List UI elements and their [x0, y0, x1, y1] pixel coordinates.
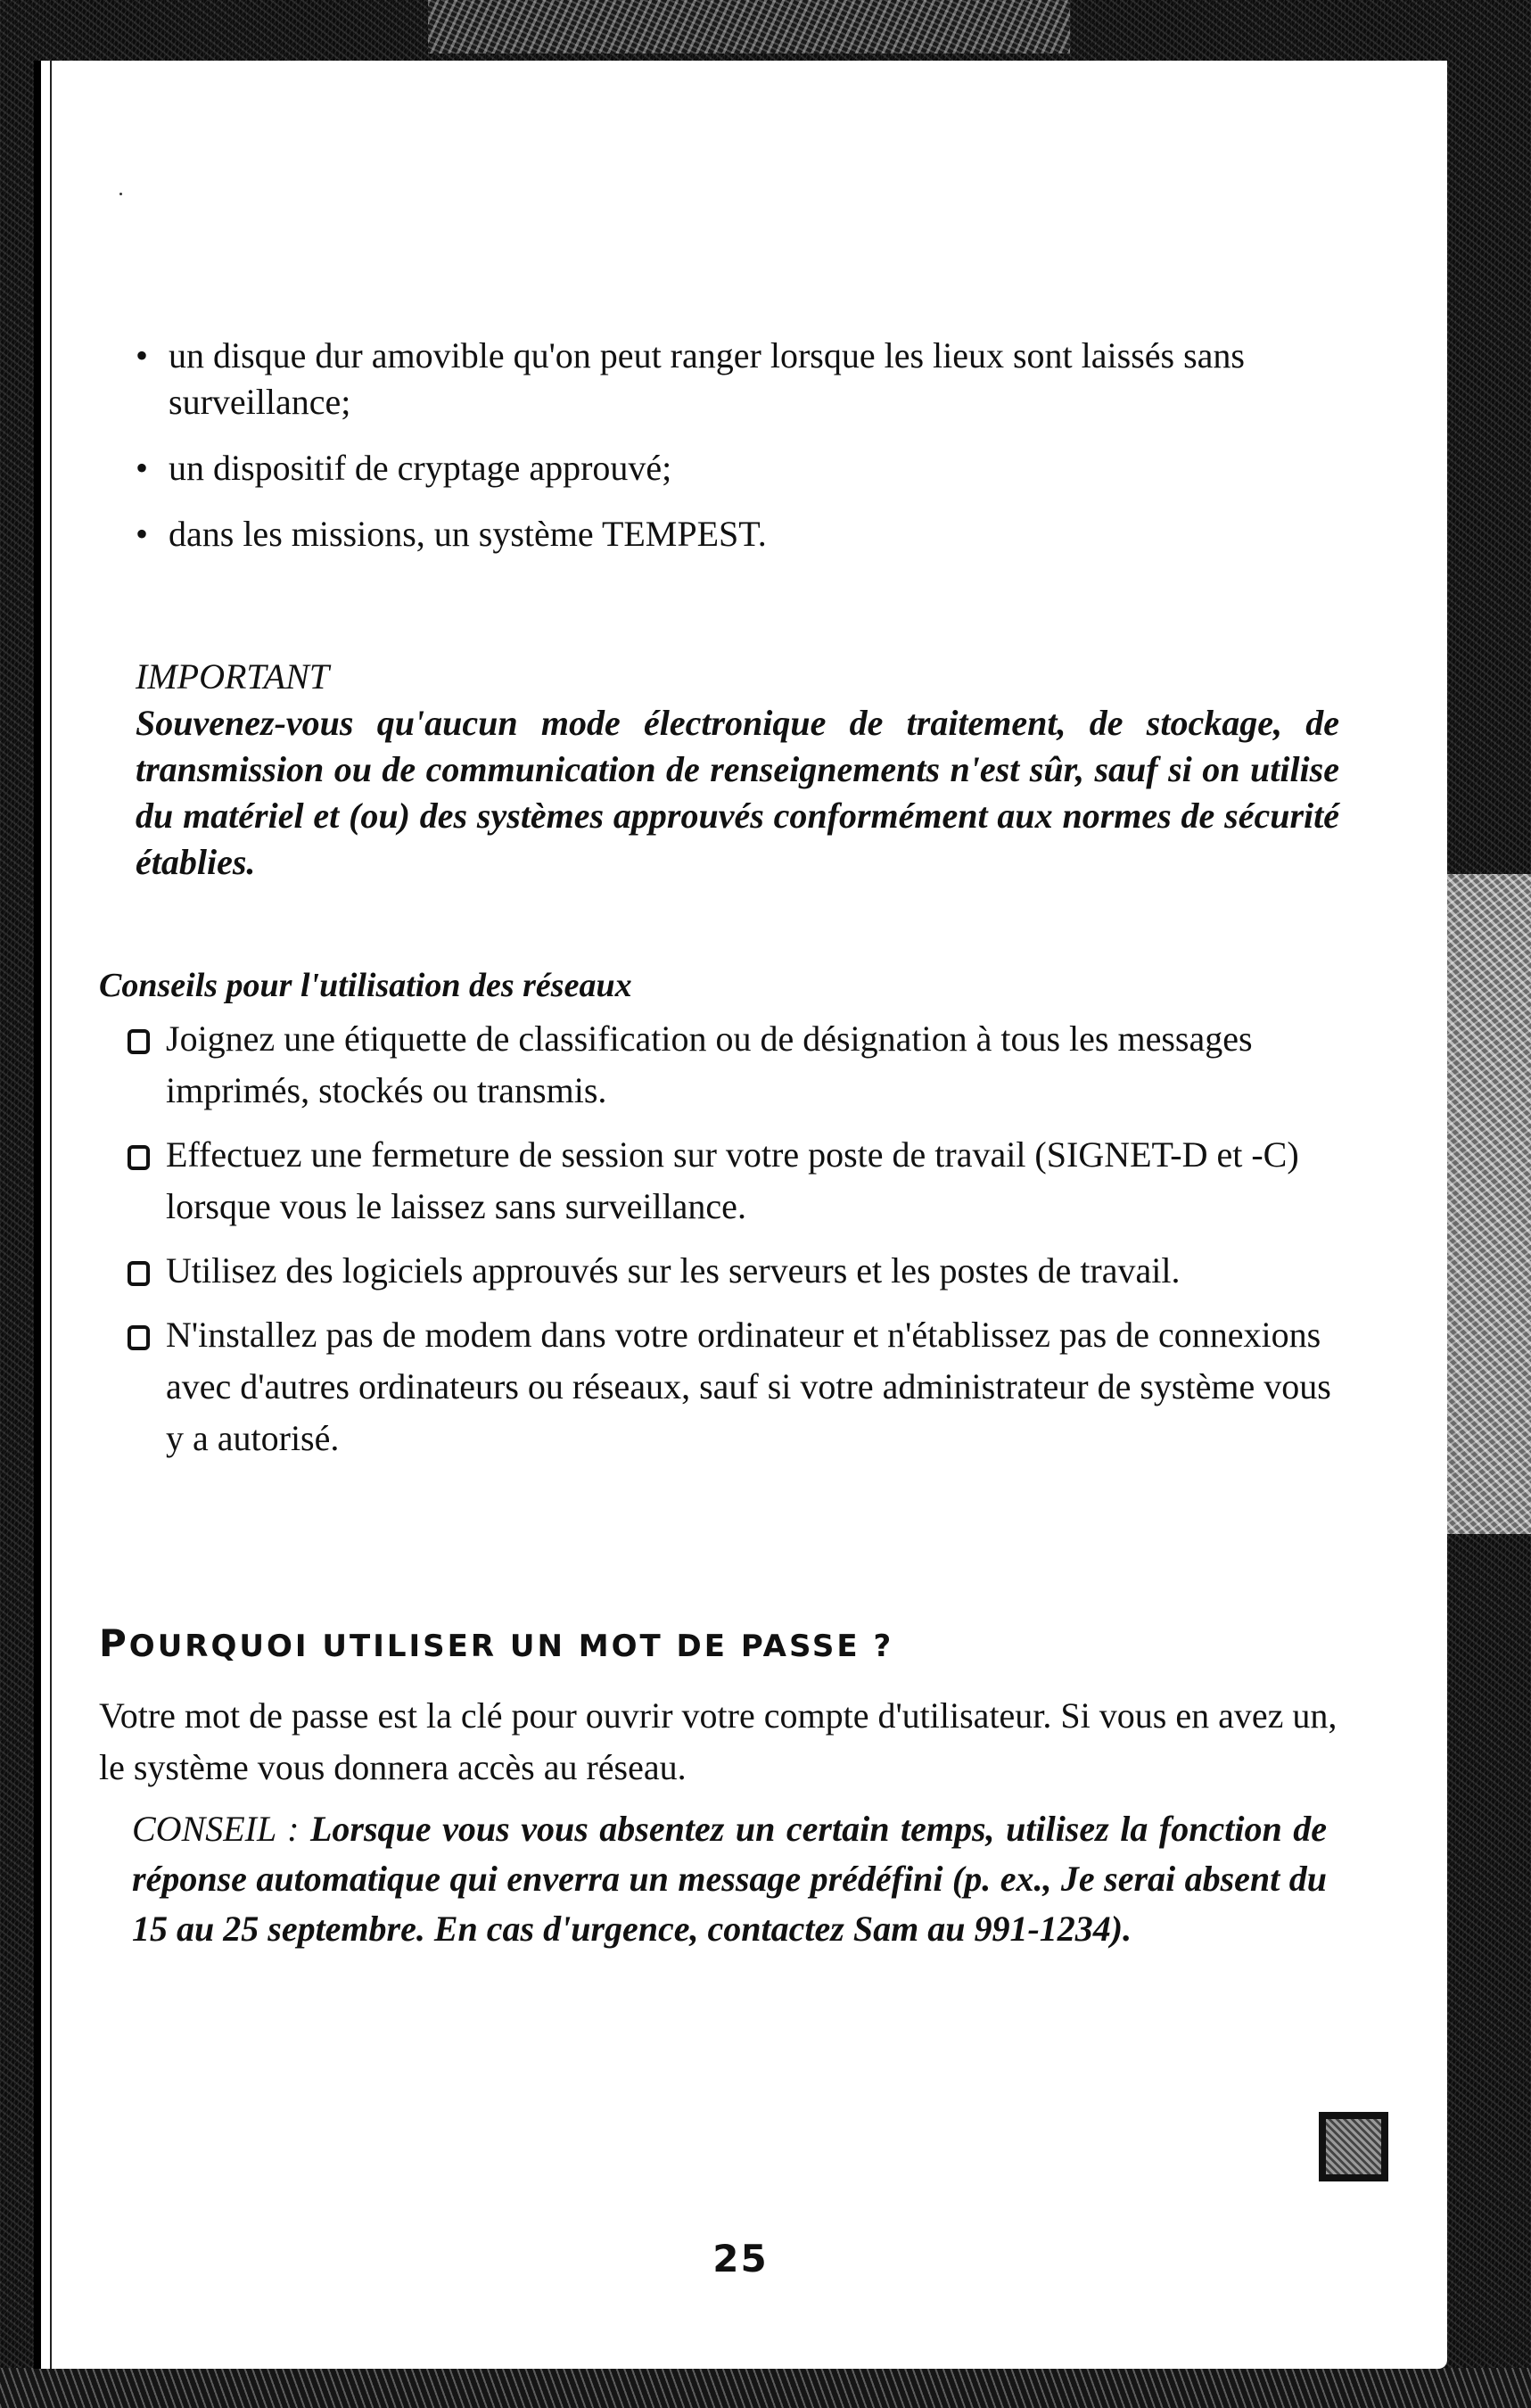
document-page: [34, 61, 1447, 2369]
checkbox-icon: [128, 1261, 150, 1286]
scan-noise-right: [1446, 874, 1531, 1534]
page-number: 25: [712, 2237, 769, 2280]
list-item-text: Effectuez une fermeture de session sur votre poste de travail (SIGNET-D et -C) lorsque vous le laissez sans surveillance.: [166, 1134, 1299, 1226]
network-tips-heading: Conseils pour l'utilisation des réseaux: [99, 967, 632, 1004]
tip-label: CONSEIL :: [132, 1809, 310, 1849]
section-heading-initial: P: [99, 1621, 129, 1665]
important-body: Souvenez-vous qu'aucun mode électronique de traitement, de stockage, de transmission ou de communication de renseignements n'est sûr, sauf si on utilise du matériel et (ou) des systèmes approuvés conformément aux normes de sécurité établies.: [136, 703, 1339, 882]
requirements-list: [128, 333, 1341, 577]
checkbox-icon: [128, 1325, 150, 1350]
scan-noise-bottom: [0, 2368, 1531, 2408]
page-spine-line: [50, 61, 52, 2369]
checkbox-icon: [128, 1145, 150, 1170]
list-item-text: N'installez pas de modem dans votre ordinateur et n'établissez pas de connexions avec d'autres ordinateurs ou réseaux, sauf si votre administrateur de système vous y a autorisé.: [166, 1315, 1331, 1458]
page-spine-edge: [34, 61, 41, 2369]
list-item: [126, 1129, 1356, 1233]
list-item: [126, 1013, 1356, 1117]
network-tips-list: [126, 1013, 1356, 1477]
list-item-text: Utilisez des logiciels approuvés sur les serveurs et les postes de travail.: [166, 1250, 1181, 1291]
tip-body: Lorsque vous vous absentez un certain temps, utilisez la fonction de réponse automatique qui enverra un message prédéfini (p. ex., Je serai absent du 15 au 25 septembre. En cas d'urgence, contactez Sam au 991-1234).: [132, 1809, 1328, 1949]
list-item-text: Joignez une étiquette de classification ou de désignation à tous les messages imprimés, stockés ou transmis.: [166, 1018, 1253, 1110]
password-tip: [132, 1804, 1327, 1954]
bullet-icon: •: [136, 448, 149, 488]
list-item-text: dans les missions, un système TEMPEST.: [169, 514, 767, 554]
list-item-text: un disque dur amovible qu'on peut ranger lorsque les lieux sont laissés sans surveillance;: [169, 335, 1245, 422]
bullet-icon: •: [136, 335, 149, 375]
important-notice: [136, 654, 1339, 886]
bullet-icon: •: [136, 514, 149, 554]
list-item: [128, 511, 1341, 557]
password-intro: Votre mot de passe est la clé pour ouvrir votre compte d'utilisateur. Si vous en avez un, le système vous donnera accès au réseau.: [99, 1695, 1338, 1787]
list-item: [128, 445, 1341, 491]
scan-noise-top: [428, 0, 1070, 54]
list-item: [126, 1309, 1356, 1464]
list-item: [128, 333, 1341, 425]
section-heading-text: OURQUOI UTILISER UN MOT DE PASSE ?: [128, 1629, 894, 1664]
list-item-text: un dispositif de cryptage approuvé;: [169, 448, 672, 488]
scan-speck: [119, 193, 122, 195]
important-title: IMPORTANT: [136, 656, 330, 697]
scan-marker: [1319, 2112, 1388, 2181]
checkbox-icon: [128, 1029, 150, 1054]
list-item: [126, 1245, 1356, 1297]
section-heading: [99, 1621, 893, 1669]
